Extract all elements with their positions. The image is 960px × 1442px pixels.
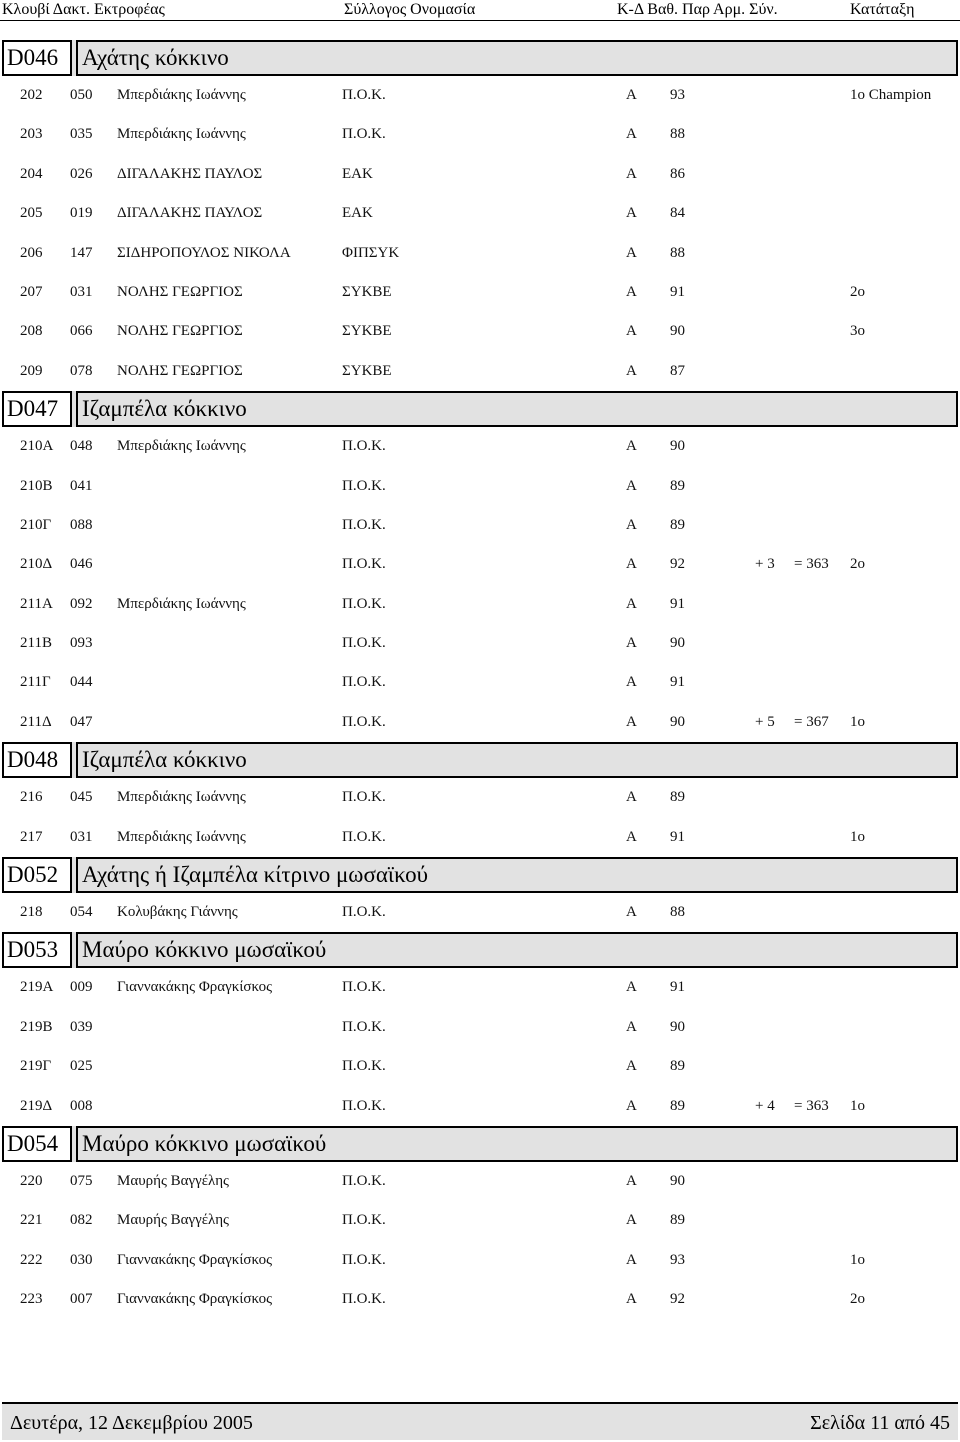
entry-club: Π.Ο.Κ. (342, 1058, 386, 1075)
entry-breeder: Μπερδιάκης Ιωάννης (117, 789, 246, 806)
entry-ring: 147 (70, 244, 93, 261)
entry-rank: 1ο (850, 828, 865, 845)
entry-score: 90 (670, 635, 685, 652)
entry-cage: 221 (20, 1212, 43, 1229)
entry-rank: 2ο (850, 283, 865, 300)
entry-breeder: ΔΙΓΑΛΑΚΗΣ ΠΑΥΛΟΣ (117, 165, 263, 182)
entry-cage: 222 (20, 1251, 43, 1268)
entry-ring: 048 (70, 438, 93, 455)
section-header (2, 40, 958, 76)
entry-grade: Α (626, 323, 637, 340)
entry-club: ΕΑΚ (342, 165, 373, 182)
entry-cage: 205 (20, 205, 43, 222)
header-col-rank: Κατάταξη (850, 1, 915, 18)
entry-club: Π.Ο.Κ. (342, 713, 386, 730)
header-col-scores: Κ-Δ Βαθ. Παρ Αρμ. Σύν. (617, 1, 778, 18)
entry-grade: Α (626, 244, 637, 261)
entry-club: Π.Ο.Κ. (342, 1251, 386, 1268)
entry-score: 89 (670, 1058, 685, 1075)
entry-ring: 008 (70, 1097, 93, 1114)
entry-cage: 211Α (20, 595, 53, 612)
entry-bonus: + 3 (755, 556, 775, 573)
entry-club: ΕΑΚ (342, 205, 373, 222)
page-header (0, 0, 960, 21)
results-content (0, 40, 960, 1320)
entry-grade: Α (626, 205, 637, 222)
entry-ring: 019 (70, 205, 93, 222)
entry-cage: 211Γ (20, 674, 51, 691)
entry-score: 90 (670, 323, 685, 340)
entry-cage: 206 (20, 244, 43, 261)
entry-cage: 220 (20, 1172, 43, 1189)
entry-score: 89 (670, 1097, 685, 1114)
entry-score: 90 (670, 438, 685, 455)
entry-club: Π.Ο.Κ. (342, 595, 386, 612)
entry-row (0, 1047, 960, 1086)
entry-grade: Α (626, 713, 637, 730)
section-title: Ιζαμπέλα κόκκινο (76, 391, 958, 427)
entry-breeder: Μαυρής Βαγγέλης (117, 1212, 229, 1229)
entry-score: 93 (670, 87, 685, 103)
entry-club: Π.Ο.Κ. (342, 828, 386, 845)
entry-grade: Α (626, 1018, 637, 1035)
entry-score: 93 (670, 1251, 685, 1268)
entry-row (0, 506, 960, 545)
section-header (2, 857, 958, 893)
entry-row (0, 1162, 960, 1201)
entry-score: 91 (670, 828, 685, 845)
entry-grade: Α (626, 904, 637, 921)
entry-score: 91 (670, 595, 685, 612)
entry-score: 89 (670, 1212, 685, 1229)
entry-row (0, 1280, 960, 1319)
entry-breeder: Γιαννακάκης Φραγκίσκος (117, 1291, 273, 1308)
entry-row (0, 427, 960, 466)
section-title: Μαύρο κόκκινο μωσαϊκού (76, 932, 958, 968)
entry-score: 89 (670, 516, 685, 533)
entry-row (0, 778, 960, 817)
section-code: D046 (2, 40, 72, 76)
entry-cage: 211Β (20, 635, 52, 652)
entry-rank: 1ο (850, 1251, 865, 1268)
entry-breeder: Μπερδιάκης Ιωάννης (117, 828, 246, 845)
entry-ring: 093 (70, 635, 93, 652)
entry-breeder: Γιαννακάκης Φραγκίσκος (117, 1251, 273, 1268)
section-code: D048 (2, 742, 72, 778)
entry-breeder: ΝΟΛΗΣ ΓΕΩΡΓΙΟΣ (117, 362, 243, 379)
entry-row (0, 352, 960, 391)
entry-score: 88 (670, 244, 685, 261)
entry-breeder: Μπερδιάκης Ιωάννης (117, 595, 246, 612)
entry-row (0, 968, 960, 1007)
entry-cage: 210Δ (20, 556, 53, 573)
section-header (2, 932, 958, 968)
entry-score: 90 (670, 713, 685, 730)
entry-club: Π.Ο.Κ. (342, 87, 386, 103)
entry-row (0, 818, 960, 857)
entry-grade: Α (626, 979, 637, 996)
entry-rank: 3ο (850, 323, 865, 340)
entry-grade: Α (626, 828, 637, 845)
entry-ring: 035 (70, 126, 93, 143)
entry-cage: 219Α (20, 979, 54, 996)
entry-club: ΣΥΚΒΕ (342, 283, 392, 300)
entry-grade: Α (626, 87, 637, 103)
entry-grade: Α (626, 1097, 637, 1114)
entry-score: 88 (670, 126, 685, 143)
entry-total: = 367 (794, 713, 829, 730)
entry-club: Π.Ο.Κ. (342, 904, 386, 921)
entry-grade: Α (626, 126, 637, 143)
entry-row (0, 194, 960, 233)
entry-bonus: + 4 (755, 1097, 775, 1114)
entry-breeder: Γιαννακάκης Φραγκίσκος (117, 979, 273, 996)
entry-breeder: ΝΟΛΗΣ ΓΕΩΡΓΙΟΣ (117, 283, 243, 300)
entry-club: Π.Ο.Κ. (342, 1018, 386, 1035)
entry-row (0, 1241, 960, 1280)
entry-ring: 031 (70, 828, 93, 845)
entry-ring: 026 (70, 165, 93, 182)
section-entries (0, 893, 960, 932)
entry-club: Π.Ο.Κ. (342, 556, 386, 573)
entry-cage: 202 (20, 87, 43, 103)
entry-club: ΣΥΚΒΕ (342, 323, 392, 340)
entry-row (0, 76, 960, 115)
entry-breeder: ΔΙΓΑΛΑΚΗΣ ΠΑΥΛΟΣ (117, 205, 263, 222)
entry-ring: 046 (70, 556, 93, 573)
entry-cage: 211Δ (20, 713, 52, 730)
entry-row (0, 663, 960, 702)
section-title: Αχάτης κόκκινο (76, 40, 958, 76)
entry-breeder: Μπερδιάκης Ιωάννης (117, 87, 246, 103)
entry-club: Π.Ο.Κ. (342, 789, 386, 806)
entry-club: Π.Ο.Κ. (342, 1097, 386, 1114)
entry-row (0, 1201, 960, 1240)
entry-grade: Α (626, 516, 637, 533)
entry-grade: Α (626, 1291, 637, 1308)
entry-ring: 082 (70, 1212, 93, 1229)
entry-ring: 031 (70, 283, 93, 300)
entry-row (0, 467, 960, 506)
section-code: D047 (2, 391, 72, 427)
entry-rank: 2ο (850, 556, 865, 573)
section-code: D052 (2, 857, 72, 893)
entry-ring: 009 (70, 979, 93, 996)
entry-breeder: ΣΙΔΗΡΟΠΟΥΛΟΣ ΝΙΚΟΛΑ (117, 244, 291, 261)
entry-row (0, 893, 960, 932)
entry-grade: Α (626, 283, 637, 300)
entry-row (0, 1008, 960, 1047)
entry-ring: 092 (70, 595, 93, 612)
entry-grade: Α (626, 1251, 637, 1268)
entry-row (0, 624, 960, 663)
entry-ring: 007 (70, 1291, 93, 1308)
entry-cage: 219Β (20, 1018, 53, 1035)
entry-breeder: Μαυρής Βαγγέλης (117, 1172, 229, 1189)
entry-cage: 210Β (20, 477, 53, 494)
entry-grade: Α (626, 674, 637, 691)
entry-total: = 363 (794, 1097, 829, 1114)
footer-date: Δευτέρα, 12 Δεκεμβρίου 2005 (10, 1412, 253, 1434)
entry-ring: 047 (70, 713, 93, 730)
entry-score: 91 (670, 979, 685, 996)
entry-row (0, 273, 960, 312)
entry-score: 92 (670, 1291, 685, 1308)
entry-ring: 088 (70, 516, 93, 533)
section-entries (0, 427, 960, 742)
entry-grade: Α (626, 635, 637, 652)
section-header (2, 1126, 958, 1162)
entry-breeder: Κολυβάκης Γιάννης (117, 904, 238, 921)
entry-cage: 216 (20, 789, 43, 806)
entry-rank: 1ο (850, 1097, 865, 1114)
entry-ring: 025 (70, 1058, 93, 1075)
entry-row (0, 703, 960, 742)
entry-score: 89 (670, 789, 685, 806)
entry-cage: 217 (20, 828, 43, 845)
section-entries (0, 968, 960, 1126)
entry-cage: 219Δ (20, 1097, 53, 1114)
entry-grade: Α (626, 595, 637, 612)
entry-total: = 363 (794, 556, 829, 573)
entry-row (0, 1087, 960, 1126)
entry-rank: 2ο (850, 1291, 865, 1308)
entry-row (0, 545, 960, 584)
entry-grade: Α (626, 556, 637, 573)
entry-score: 91 (670, 674, 685, 691)
entry-row (0, 234, 960, 273)
entry-ring: 066 (70, 323, 93, 340)
section-code: D053 (2, 932, 72, 968)
entry-score: 89 (670, 477, 685, 494)
entry-rank: 1ο Champion (850, 87, 932, 103)
entry-club: Π.Ο.Κ. (342, 674, 386, 691)
entry-grade: Α (626, 477, 637, 494)
entry-row (0, 585, 960, 624)
entry-cage: 203 (20, 126, 43, 143)
entry-breeder: Μπερδιάκης Ιωάννης (117, 126, 246, 143)
section-entries (0, 1162, 960, 1320)
entry-grade: Α (626, 789, 637, 806)
entry-club: Π.Ο.Κ. (342, 635, 386, 652)
entry-cage: 209 (20, 362, 43, 379)
entry-grade: Α (626, 1212, 637, 1229)
entry-cage: 210Γ (20, 516, 52, 533)
entry-ring: 041 (70, 477, 93, 494)
entry-grade: Α (626, 1172, 637, 1189)
section-entries (0, 76, 960, 391)
entry-club: Π.Ο.Κ. (342, 1291, 386, 1308)
entry-grade: Α (626, 438, 637, 455)
entry-ring: 054 (70, 904, 93, 921)
entry-rank: 1ο (850, 713, 865, 730)
entry-club: Π.Ο.Κ. (342, 438, 386, 455)
entry-club: Π.Ο.Κ. (342, 979, 386, 996)
entry-row (0, 155, 960, 194)
footer-page-number: Σελίδα 11 από 45 (810, 1412, 950, 1434)
section-code: D054 (2, 1126, 72, 1162)
entry-club: Π.Ο.Κ. (342, 516, 386, 533)
section-header (2, 742, 958, 778)
section-title: Αχάτης ή Ιζαμπέλα κίτρινο μωσαϊκού (76, 857, 958, 893)
entry-cage: 218 (20, 904, 43, 921)
entry-grade: Α (626, 165, 637, 182)
entry-club: Π.Ο.Κ. (342, 1172, 386, 1189)
entry-score: 92 (670, 556, 685, 573)
entry-score: 88 (670, 904, 685, 921)
entry-cage: 219Γ (20, 1058, 52, 1075)
entry-ring: 045 (70, 789, 93, 806)
entry-score: 90 (670, 1018, 685, 1035)
entry-breeder: Μπερδιάκης Ιωάννης (117, 438, 246, 455)
entry-club: Π.Ο.Κ. (342, 1212, 386, 1229)
entry-cage: 210Α (20, 438, 54, 455)
entry-breeder: ΝΟΛΗΣ ΓΕΩΡΓΙΟΣ (117, 323, 243, 340)
entry-ring: 039 (70, 1018, 93, 1035)
section-title: Ιζαμπέλα κόκκινο (76, 742, 958, 778)
entry-row (0, 312, 960, 351)
header-col-cage-ring-breeder: Κλουβί Δακτ. Εκτροφέας (2, 1, 165, 18)
entry-bonus: + 5 (755, 713, 775, 730)
entry-score: 86 (670, 165, 685, 182)
entry-grade: Α (626, 362, 637, 379)
section-title: Μαύρο κόκκινο μωσαϊκού (76, 1126, 958, 1162)
entry-score: 87 (670, 362, 685, 379)
entry-score: 84 (670, 205, 685, 222)
entry-club: Π.Ο.Κ. (342, 477, 386, 494)
entry-ring: 050 (70, 87, 93, 103)
entry-club: Π.Ο.Κ. (342, 126, 386, 143)
entry-grade: Α (626, 1058, 637, 1075)
entry-ring: 030 (70, 1251, 93, 1268)
page-footer (2, 1402, 958, 1440)
entry-cage: 208 (20, 323, 43, 340)
entry-cage: 207 (20, 283, 43, 300)
entry-ring: 078 (70, 362, 93, 379)
entry-score: 91 (670, 283, 685, 300)
entry-club: ΦΙΠΣΥΚ (342, 244, 400, 261)
section-entries (0, 778, 960, 857)
entry-cage: 204 (20, 165, 43, 182)
entry-row (0, 115, 960, 154)
section-header (2, 391, 958, 427)
entry-score: 90 (670, 1172, 685, 1189)
entry-ring: 075 (70, 1172, 93, 1189)
entry-club: ΣΥΚΒΕ (342, 362, 392, 379)
entry-ring: 044 (70, 674, 93, 691)
header-col-club-name: Σύλλογος Ονομασία (344, 1, 476, 18)
entry-cage: 223 (20, 1291, 43, 1308)
